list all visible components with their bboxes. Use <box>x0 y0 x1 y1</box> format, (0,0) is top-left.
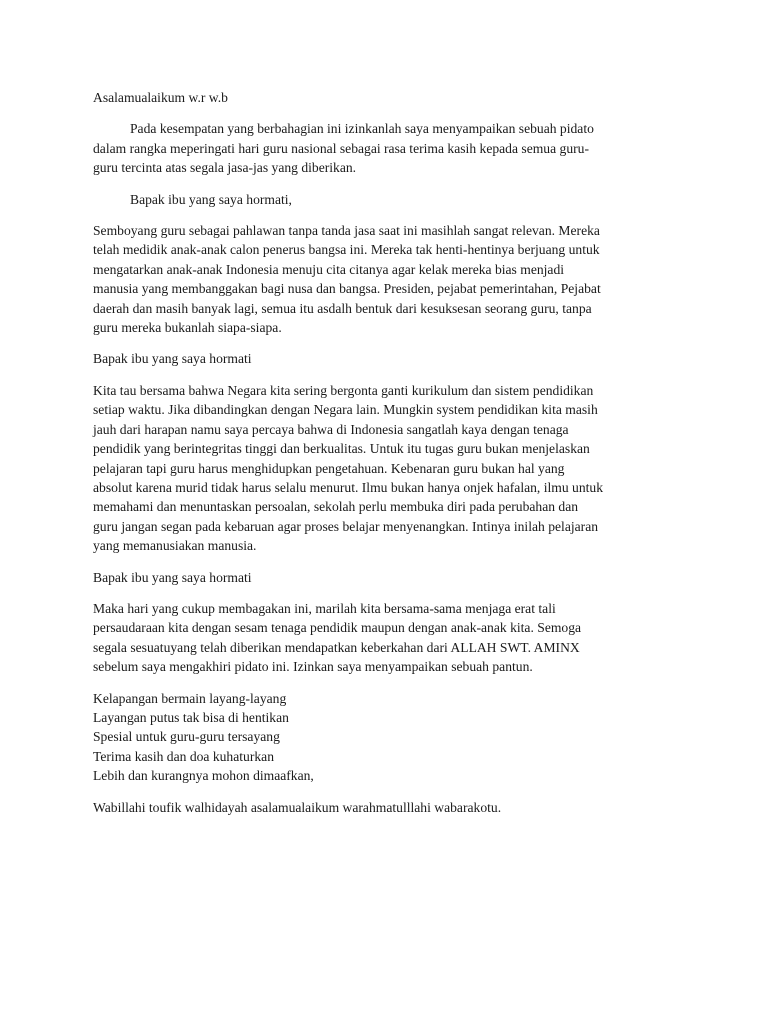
greeting <box>93 88 683 107</box>
text-line: pelajaran tapi guru harus menghidupkan pengetahuan. Kebenaran guru bukan hal yang <box>93 460 565 476</box>
text-line: pendidik yang berintegritas tinggi dan berkualitas. Untuk itu tugas guru bukan menjelaskan <box>93 441 590 457</box>
text-line: segala sesuatuyang telah diberikan mendapatkan keberkahan dari ALLAH SWT. AMINX <box>93 639 580 655</box>
paragraph <box>93 689 683 786</box>
paragraph <box>93 599 683 677</box>
paragraph <box>93 349 683 368</box>
text-line: setiap waktu. Jika dibandingkan dengan Negara lain. Mungkin system pendidikan kita masih <box>93 402 598 418</box>
text-line: Kelapangan bermain layang-layang <box>93 690 287 706</box>
text-line: Maka hari yang cukup membagakan ini, marilah kita bersama-sama menjaga erat tali <box>93 600 556 616</box>
paragraph <box>93 221 683 337</box>
text-line: Bapak ibu yang saya hormati <box>93 351 252 367</box>
text-line: Terima kasih dan doa kuhaturkan <box>93 748 274 764</box>
text-line: Lebih dan kurangnya mohon dimaafkan, <box>93 768 314 784</box>
text-line: Layangan putus tak bisa di hentikan <box>93 709 289 725</box>
text-line: guru mereka bukanlah siapa-siapa. <box>93 320 282 336</box>
text-line: sebelum saya mengakhiri pidato ini. Izinkan saya menyampaikan sebuah pantun. <box>93 659 533 675</box>
text-line: dalam rangka meperingati hari guru nasional sebagai rasa terima kasih kepada semua guru- <box>93 140 589 156</box>
text-line: Bapak ibu yang saya hormati, <box>130 191 292 207</box>
text-line: persaudaraan kita dengan sesam tenaga pendidik maupun dengan anak-anak kita. Semoga <box>93 620 582 636</box>
paragraph <box>93 119 683 177</box>
text-line: memahami dan menuntaskan persoalan, sekolah perlu membuka diri pada perubahan dan <box>93 499 579 515</box>
paragraph <box>93 798 683 817</box>
document-body <box>93 88 683 829</box>
text-line: Bapak ibu yang saya hormati <box>93 569 252 585</box>
text-line: daerah dan masih banyak lagi, semua itu asdalh bentuk dari kesuksesan seorang guru, tanpa <box>93 300 592 316</box>
text-line: yang memanusiakan manusia. <box>93 538 257 554</box>
text-line: Wabillahi toufik walhidayah asalamualaikum warahmatulllahi wabarakotu. <box>93 799 502 815</box>
text-line: absolut karena murid tidak harus selalu menurut. Ilmu bukan hanya onjek hafalan, ilmu untuk <box>93 479 604 495</box>
text-line: Spesial untuk guru-guru tersayang <box>93 729 280 745</box>
text-line: Kita tau bersama bahwa Negara kita sering bergonta ganti kurikulum dan sistem pendidikan <box>93 382 594 398</box>
text-line: jauh dari harapan namu saya percaya bahwa di Indonesia sangatlah kaya dengan tenaga <box>93 421 569 437</box>
paragraph <box>93 568 683 587</box>
text-line: guru tercinta atas segala jasa-jas yang diberikan. <box>93 160 357 176</box>
greeting-line: Asalamualaikum w.r w.b <box>93 90 228 105</box>
paragraph-list <box>93 119 683 817</box>
text-line: manusia yang membanggakan bagi nusa dan bangsa. Presiden, pejabat pemerintahan, Pejabat <box>93 281 601 297</box>
paragraph <box>93 190 683 209</box>
text-line: guru jangan segan pada kebaruan agar proses belajar menyenangkan. Intinya inilah pelajaran <box>93 518 599 534</box>
paragraph <box>93 381 683 556</box>
text-line: Semboyang guru sebagai pahlawan tanpa tanda jasa saat ini masihlah sangat relevan. Mereka <box>93 223 600 239</box>
text-line: telah medidik anak-anak calon penerus bangsa ini. Mereka tak henti-hentinya berjuang untuk <box>93 242 600 258</box>
text-line: mengatarkan anak-anak Indonesia menuju cita citanya agar kelak mereka bias menjadi <box>93 261 565 277</box>
text-line: Pada kesempatan yang berbahagian ini izinkanlah saya menyampaikan sebuah pidato <box>130 121 594 137</box>
